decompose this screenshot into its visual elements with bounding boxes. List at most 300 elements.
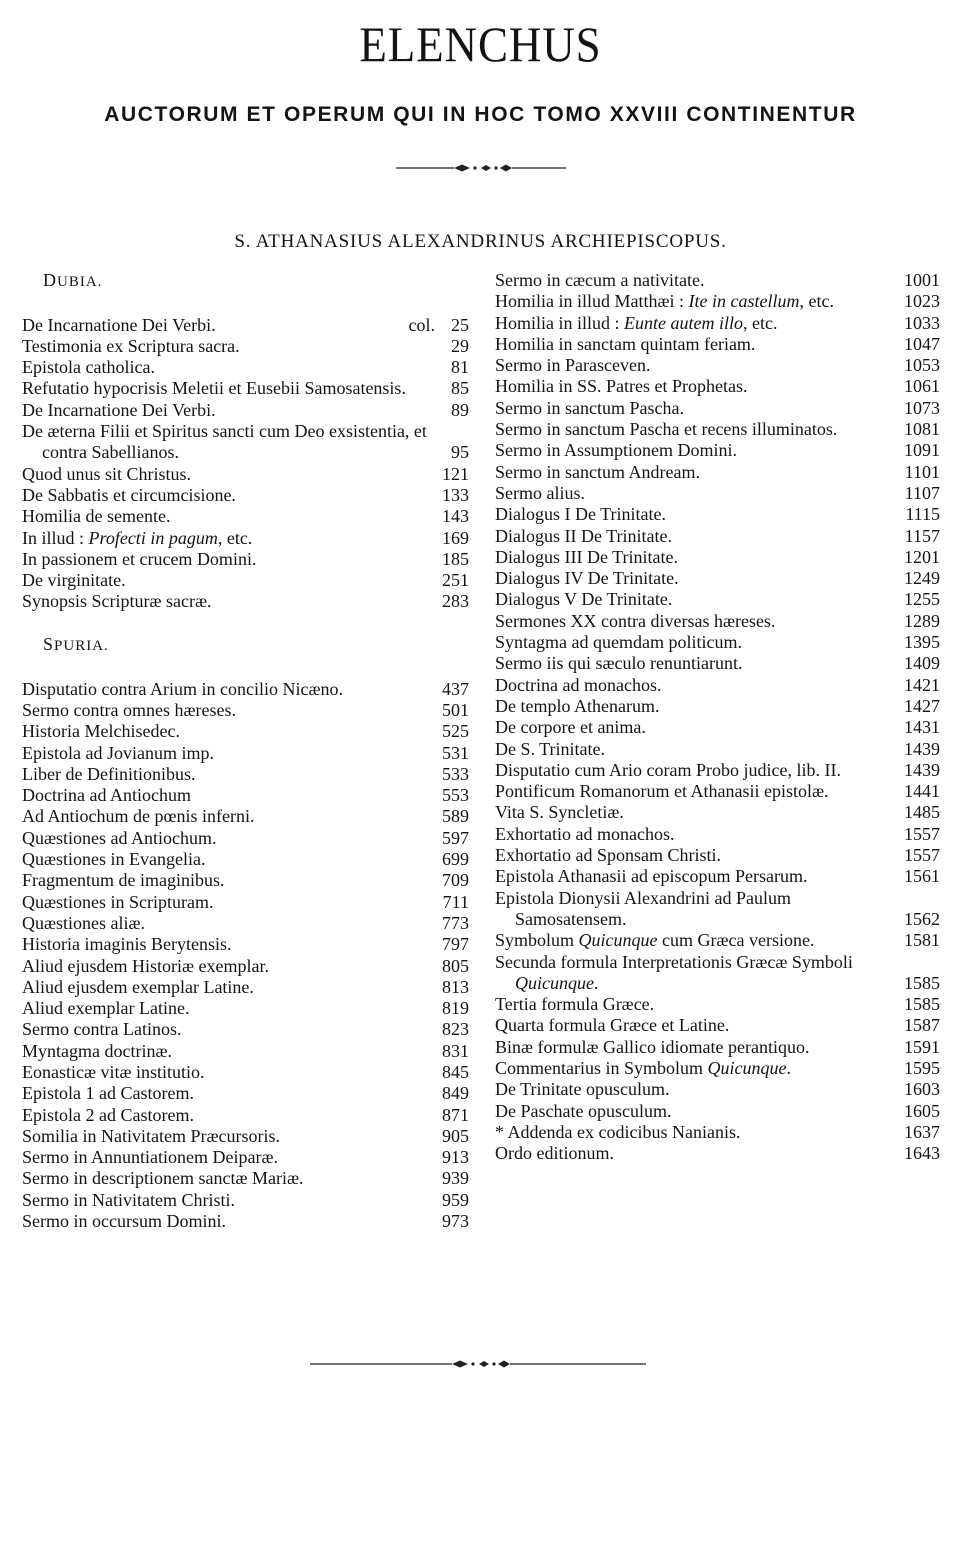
page-number: 1485 [904, 802, 940, 823]
entry-page-number [442, 1168, 469, 1189]
entry-page-number [904, 270, 940, 291]
entry-page-number [442, 700, 469, 721]
entry-title: Quæstiones aliæ. [22, 912, 146, 933]
entry-title: Sermones XX contra diversas hæreses. [495, 610, 776, 631]
page-number: 1409 [904, 653, 940, 674]
entry-page-number [442, 1211, 469, 1232]
page-number: 831 [442, 1040, 469, 1061]
entry-page-number [442, 1083, 469, 1104]
entry-page-number [445, 442, 469, 463]
entry-title: Dialogus II De Trinitate. [495, 525, 672, 546]
entry-title: De Sabbatis et circumcisione. [22, 484, 236, 505]
toc-entry [495, 866, 940, 887]
entry-title: Sermo in occursum Domini. [22, 1211, 226, 1232]
entry-title: Aliud exemplar Latine. [22, 998, 190, 1019]
toc-entry [22, 806, 469, 827]
entry-page-number [442, 998, 469, 1019]
toc-entry [495, 802, 940, 823]
toc-entry [22, 357, 469, 378]
section-heading-dubia: DUBIA. [43, 270, 103, 290]
toc-entry [495, 1122, 940, 1143]
entry-title: De S. Trinitate. [495, 738, 606, 759]
entry-page-number [904, 696, 940, 717]
page-number: 823 [442, 1019, 469, 1040]
entry-page-number [904, 845, 940, 866]
toc-entry [22, 764, 469, 785]
page-number: 1439 [904, 759, 940, 780]
entry-title: Epistola 1 ad Castorem. [22, 1083, 194, 1104]
page-number: 1557 [904, 823, 940, 844]
toc-entry [495, 994, 940, 1015]
page-number: 1115 [905, 504, 940, 525]
entry-title: Doctrina ad Antiochum [22, 785, 191, 806]
entry-title: Sermo in Parasceven. [495, 355, 651, 376]
page-number: 1061 [904, 376, 940, 397]
entry-title: Pontificum Romanorum et Athanasii epistolæ. [495, 781, 829, 802]
toc-entry [495, 483, 940, 504]
toc-entry [22, 1041, 469, 1062]
entry-page-number [442, 870, 469, 891]
spacer [22, 613, 469, 634]
entry-page-number [904, 802, 940, 823]
page-number: 1091 [904, 440, 940, 461]
page-number: 913 [442, 1147, 469, 1168]
entry-title: In passionem et crucem Domini. [22, 548, 257, 569]
page-number: 1033 [904, 312, 940, 333]
page-number: 25 [451, 314, 469, 335]
page-number: 1081 [904, 419, 940, 440]
entry-title: Quæstiones ad Antiochum. [22, 827, 217, 848]
page-number: 1073 [904, 397, 940, 418]
entry-page-number [904, 781, 940, 802]
entry-page-number [904, 419, 940, 440]
entry-title: Epistola Dionysii Alexandrini ad Paulum Samosatensem. [495, 887, 791, 929]
toc-entry [22, 998, 469, 1019]
entry-page-number [442, 956, 469, 977]
page-number: 1557 [904, 845, 940, 866]
toc-entry [495, 355, 940, 376]
toc-entry [495, 717, 940, 738]
entry-title: Epistola ad Jovianum imp. [22, 742, 214, 763]
entry-title: Eonasticæ vitæ institutio. [22, 1061, 205, 1082]
toc-entry [22, 743, 469, 764]
entry-title: In illud : Profecti in pagum, etc. [22, 527, 253, 548]
page-number: 1561 [904, 866, 940, 887]
entry-page-number [904, 866, 940, 887]
toc-entry [495, 824, 940, 845]
entry-page-number [904, 1101, 940, 1122]
toc-entry [22, 336, 469, 357]
page-number: 531 [442, 742, 469, 763]
entry-page-number [904, 973, 940, 994]
toc-entry [495, 1058, 940, 1079]
entry-title: Sermo in Annuntiationem Deiparæ. [22, 1147, 278, 1168]
toc-entry [495, 334, 940, 355]
entry-page-number [442, 464, 469, 485]
entry-title: Sermo in Nativitatem Christi. [22, 1189, 235, 1210]
entry-title: Dialogus IV De Trinitate. [495, 568, 679, 589]
page-number: 1421 [904, 674, 940, 695]
toc-entry [495, 398, 940, 419]
toc-entry [495, 589, 940, 610]
entry-title: De Incarnatione Dei Verbi. [22, 399, 216, 420]
spuria-list [22, 679, 469, 1233]
entry-title: * Addenda ex codicibus Nanianis. [495, 1121, 741, 1142]
entry-page-number [445, 378, 469, 399]
toc-entry [495, 1143, 940, 1164]
spacer [22, 657, 469, 678]
entry-page-number [904, 760, 940, 781]
page-number: 85 [451, 378, 469, 399]
toc-entry [495, 313, 940, 334]
toc-entry [495, 1015, 940, 1036]
page-number: 797 [442, 934, 469, 955]
entry-title: De æterna Filii et Spiritus sancti cum Deo exsistentia, et contra Sabellianos. [22, 421, 427, 463]
entry-title: Dialogus V De Trinitate. [495, 589, 673, 610]
toc-entry [22, 528, 469, 549]
page-number: 1289 [904, 610, 940, 631]
page-number: 773 [442, 912, 469, 933]
entry-page-number [905, 462, 940, 483]
toc-entry [495, 1037, 940, 1058]
entry-page-number [904, 568, 940, 589]
entry-page-number [904, 675, 940, 696]
page-number: 1101 [904, 461, 940, 482]
toc-entry [22, 506, 469, 527]
toc-entry [22, 591, 469, 612]
toc-entry [495, 760, 940, 781]
entry-title: Disputatio contra Arium in concilio Nicæno. [22, 678, 343, 699]
entry-page-number [445, 400, 469, 421]
entry-page-number [904, 824, 940, 845]
toc-entry [495, 291, 940, 312]
toc-entry [495, 930, 940, 951]
entry-page-number [442, 1126, 469, 1147]
page-number: 1255 [904, 589, 940, 610]
page-title: ELENCHUS [359, 16, 602, 72]
page-number: 805 [442, 955, 469, 976]
entry-title: Epistola catholica. [22, 357, 155, 378]
entry-title: Sermo contra Latinos. [22, 1019, 182, 1040]
entry-title: Homilia in SS. Patres et Prophetas. [495, 376, 748, 397]
entry-title: Dialogus I De Trinitate. [495, 504, 666, 525]
entry-page-number [442, 977, 469, 998]
entry-page-number [442, 934, 469, 955]
entry-page-number [442, 485, 469, 506]
entry-title: Sermo in Assumptionem Domini. [495, 440, 738, 461]
entry-title: Ad Antiochum de pœnis inferni. [22, 806, 255, 827]
toc-entry [22, 1126, 469, 1147]
entry-title: Quod unus sit Christus. [22, 463, 192, 484]
entry-title: De corpore et anima. [495, 717, 646, 738]
entry-title: De templo Athenarum. [495, 695, 660, 716]
entry-page-number [904, 291, 940, 312]
page-number: 1439 [904, 738, 940, 759]
entry-page-number [904, 398, 940, 419]
ornamental-rule-icon [310, 1358, 646, 1370]
entry-title: Sermo in sanctum Andream. [495, 461, 700, 482]
entry-page-number [905, 504, 940, 525]
entry-page-number [904, 739, 940, 760]
page-number: 1637 [904, 1121, 940, 1142]
toc-entry [495, 504, 940, 525]
entry-page-number [442, 1062, 469, 1083]
entry-page-number [904, 440, 940, 461]
page-number: 89 [451, 399, 469, 420]
page-number: 1023 [904, 291, 940, 312]
toc-entry [22, 315, 469, 336]
page-number: 121 [442, 463, 469, 484]
toc-entry [495, 952, 940, 995]
toc-entry [22, 870, 469, 891]
toc-entry [495, 547, 940, 568]
entry-page-number [904, 653, 940, 674]
toc-entry [495, 632, 940, 653]
page-number: 1001 [904, 270, 940, 290]
page-number: 1201 [904, 546, 940, 567]
entry-title: Homilia in sanctam quintam feriam. [495, 333, 756, 354]
page-number: 95 [451, 442, 469, 463]
page-number: 589 [442, 806, 469, 827]
toc-entry [495, 376, 940, 397]
toc-entry [495, 568, 940, 589]
page-number: 1157 [904, 525, 940, 546]
entry-title: De Incarnatione Dei Verbi. [22, 314, 216, 335]
entry-page-number [442, 1190, 469, 1211]
entry-title: Secunda formula Interpretationis Græcæ Symboli Quicunque. [495, 951, 853, 993]
entry-title: Homilia in illud Matthæi : Ite in castellum, etc. [495, 291, 834, 312]
page-number: 845 [442, 1061, 469, 1082]
entry-page-number [442, 785, 469, 806]
page-number: 1053 [904, 355, 940, 376]
toc-entry [495, 675, 940, 696]
page-number: 1107 [904, 482, 940, 503]
entry-page-number [442, 743, 469, 764]
entry-title: Quæstiones in Scripturam. [22, 891, 214, 912]
entry-title: Vita S. Syncletiæ. [495, 802, 624, 823]
entry-title: Sermo iis qui sæculo renuntiarunt. [495, 653, 743, 674]
dubia-list [22, 315, 469, 613]
entry-title: De Paschate opusculum. [495, 1100, 672, 1121]
page-number: 1581 [904, 930, 940, 951]
entry-title: Synopsis Scripturæ sacræ. [22, 591, 212, 612]
entry-page-number [443, 892, 469, 913]
page-number: 133 [442, 484, 469, 505]
toc-entry [495, 696, 940, 717]
toc-entry [495, 419, 940, 440]
toc-entry [495, 1101, 940, 1122]
entry-page-number [442, 679, 469, 700]
toc-entry [495, 462, 940, 483]
page-number: 709 [442, 870, 469, 891]
entry-title: Sermo alius. [495, 482, 585, 503]
toc-entry [22, 977, 469, 998]
entry-title: Ordo editionum. [495, 1143, 614, 1164]
toc-entry [22, 400, 469, 421]
toc-entry [22, 956, 469, 977]
toc-entry [22, 1147, 469, 1168]
entry-page-number [442, 549, 469, 570]
page-number: 1603 [904, 1079, 940, 1100]
page-number: 597 [442, 827, 469, 848]
toc-entry [22, 785, 469, 806]
entry-title: Epistola 2 ad Castorem. [22, 1104, 194, 1125]
ornamental-rule-icon [396, 162, 566, 174]
toc-entry [22, 485, 469, 506]
entry-page-number [442, 528, 469, 549]
entry-page-number [904, 313, 940, 334]
entry-page-number [904, 1058, 940, 1079]
toc-entry [22, 1105, 469, 1126]
page-number: 939 [442, 1168, 469, 1189]
entry-title: De virginitate. [22, 570, 126, 591]
entry-page-number [442, 1019, 469, 1040]
page-number: 1591 [904, 1036, 940, 1057]
page-number: 1441 [904, 781, 940, 802]
entry-title: Historia imaginis Berytensis. [22, 934, 232, 955]
page-number: 1562 [904, 908, 940, 929]
toc-entry [495, 653, 940, 674]
entry-page-number [904, 376, 940, 397]
page-number: 819 [442, 998, 469, 1019]
toc-entry [495, 888, 940, 931]
page-number: 973 [442, 1211, 469, 1232]
toc-entry [22, 934, 469, 955]
toc-entry [22, 721, 469, 742]
page-number: 437 [442, 678, 469, 699]
entry-title: Aliud ejusdem Historiæ exemplar. [22, 955, 269, 976]
toc-entry [495, 781, 940, 802]
toc-entry [22, 570, 469, 591]
page-number: 1587 [904, 1015, 940, 1036]
entry-title: Tertia formula Græce. [495, 994, 655, 1015]
toc-entry [22, 1168, 469, 1189]
page-number: 1427 [904, 695, 940, 716]
page-number: 813 [442, 976, 469, 997]
entry-page-number [905, 526, 940, 547]
entry-page-number [904, 717, 940, 738]
page-number: 553 [442, 785, 469, 806]
page-number: 1395 [904, 632, 940, 653]
entry-page-number [904, 930, 940, 951]
page-number: 1585 [904, 994, 940, 1015]
page-number: 1605 [904, 1100, 940, 1121]
entry-page-number [442, 764, 469, 785]
page-number: 533 [442, 763, 469, 784]
page-number: 699 [442, 849, 469, 870]
entry-title: Sermo in sanctum Pascha. [495, 397, 684, 418]
entry-page-number [904, 611, 940, 632]
toc-entry [22, 378, 469, 399]
entry-page-number [904, 909, 940, 930]
page-number: 283 [442, 591, 469, 612]
entry-page-number [904, 589, 940, 610]
entry-page-number [904, 355, 940, 376]
entry-title: Testimonia ex Scriptura sacra. [22, 335, 240, 356]
entry-title: Sermo contra omnes hæreses. [22, 699, 236, 720]
entry-title: Liber de Definitionibus. [22, 763, 196, 784]
entry-title: Refutatio hypocrisis Meletii et Eusebii Samosatensis. [22, 378, 406, 399]
entry-title: Aliud ejusdem exemplar Latine. [22, 976, 254, 997]
page-number: 143 [442, 506, 469, 527]
entry-page-number [442, 1147, 469, 1168]
entry-page-number [442, 913, 469, 934]
toc-entry [22, 1019, 469, 1040]
entry-title: Sermo in cæcum a nativitate. [495, 270, 705, 290]
entry-page-number [904, 632, 940, 653]
entry-page-number [445, 336, 469, 357]
entry-title: Symbolum Quicunque cum Græca versione. [495, 930, 815, 951]
toc-entry [22, 1190, 469, 1211]
toc-entry [495, 611, 940, 632]
entry-page-number [442, 849, 469, 870]
entry-title: Epistola Athanasii ad episcopum Persarum. [495, 866, 808, 887]
entry-page-number [904, 994, 940, 1015]
entry-title: Dialogus III De Trinitate. [495, 546, 678, 567]
toc-entry [495, 270, 940, 291]
entry-page-number [904, 1037, 940, 1058]
page-number: 185 [442, 548, 469, 569]
toc-entry [22, 679, 469, 700]
entry-title: Exhortatio ad monachos. [495, 823, 675, 844]
toc-entry [495, 845, 940, 866]
page-number: 1047 [904, 333, 940, 354]
author-heading: S. ATHANASIUS ALEXANDRINUS ARCHIEPISCOPUS. [234, 231, 727, 252]
entry-page-number [442, 721, 469, 742]
entry-page-number [905, 483, 940, 504]
entry-page-number [442, 806, 469, 827]
entry-page-number [442, 1041, 469, 1062]
page-subtitle: AUCTORUM ET OPERUM QUI IN HOC TOMO XXVIII CONTINENTUR [104, 103, 857, 126]
entry-title: Sermo in descriptionem sanctæ Mariæ. [22, 1168, 304, 1189]
toc-entry [22, 1211, 469, 1232]
toc-entry [495, 1079, 940, 1100]
entry-page-number [442, 828, 469, 849]
entry-page-number [904, 1079, 940, 1100]
toc-entry [22, 549, 469, 570]
page-number: 501 [442, 699, 469, 720]
entry-page-number [904, 547, 940, 568]
entry-title: Homilia in illud : Eunte autem illo, etc. [495, 312, 778, 333]
page-number: 251 [442, 570, 469, 591]
entry-title: Sermo in sanctum Pascha et recens illuminatos. [495, 419, 838, 440]
toc-entry [22, 849, 469, 870]
entry-title: Myntagma doctrinæ. [22, 1040, 172, 1061]
entry-title: Quarta formula Græce et Latine. [495, 1015, 730, 1036]
entry-page-number [904, 1015, 940, 1036]
toc-entry [22, 1083, 469, 1104]
entry-page-number [904, 1143, 940, 1164]
entry-page-number [442, 591, 469, 612]
entry-page-number [409, 315, 470, 336]
section-heading-spuria: SPURIA. [43, 634, 109, 655]
toc-entry [22, 913, 469, 934]
left-column [22, 270, 469, 1232]
entry-page-number [445, 357, 469, 378]
entry-title: De Trinitate opusculum. [495, 1079, 670, 1100]
toc-entry [22, 1062, 469, 1083]
page-number: 1249 [904, 568, 940, 589]
page-number: 1585 [904, 972, 940, 993]
page-number: 525 [442, 721, 469, 742]
spacer [22, 293, 469, 314]
entry-page-number [442, 506, 469, 527]
entry-title: Fragmentum de imaginibus. [22, 870, 225, 891]
page-number: 905 [442, 1125, 469, 1146]
entry-title: Doctrina ad monachos. [495, 674, 662, 695]
page-number: 29 [451, 335, 469, 356]
entry-page-number [442, 570, 469, 591]
